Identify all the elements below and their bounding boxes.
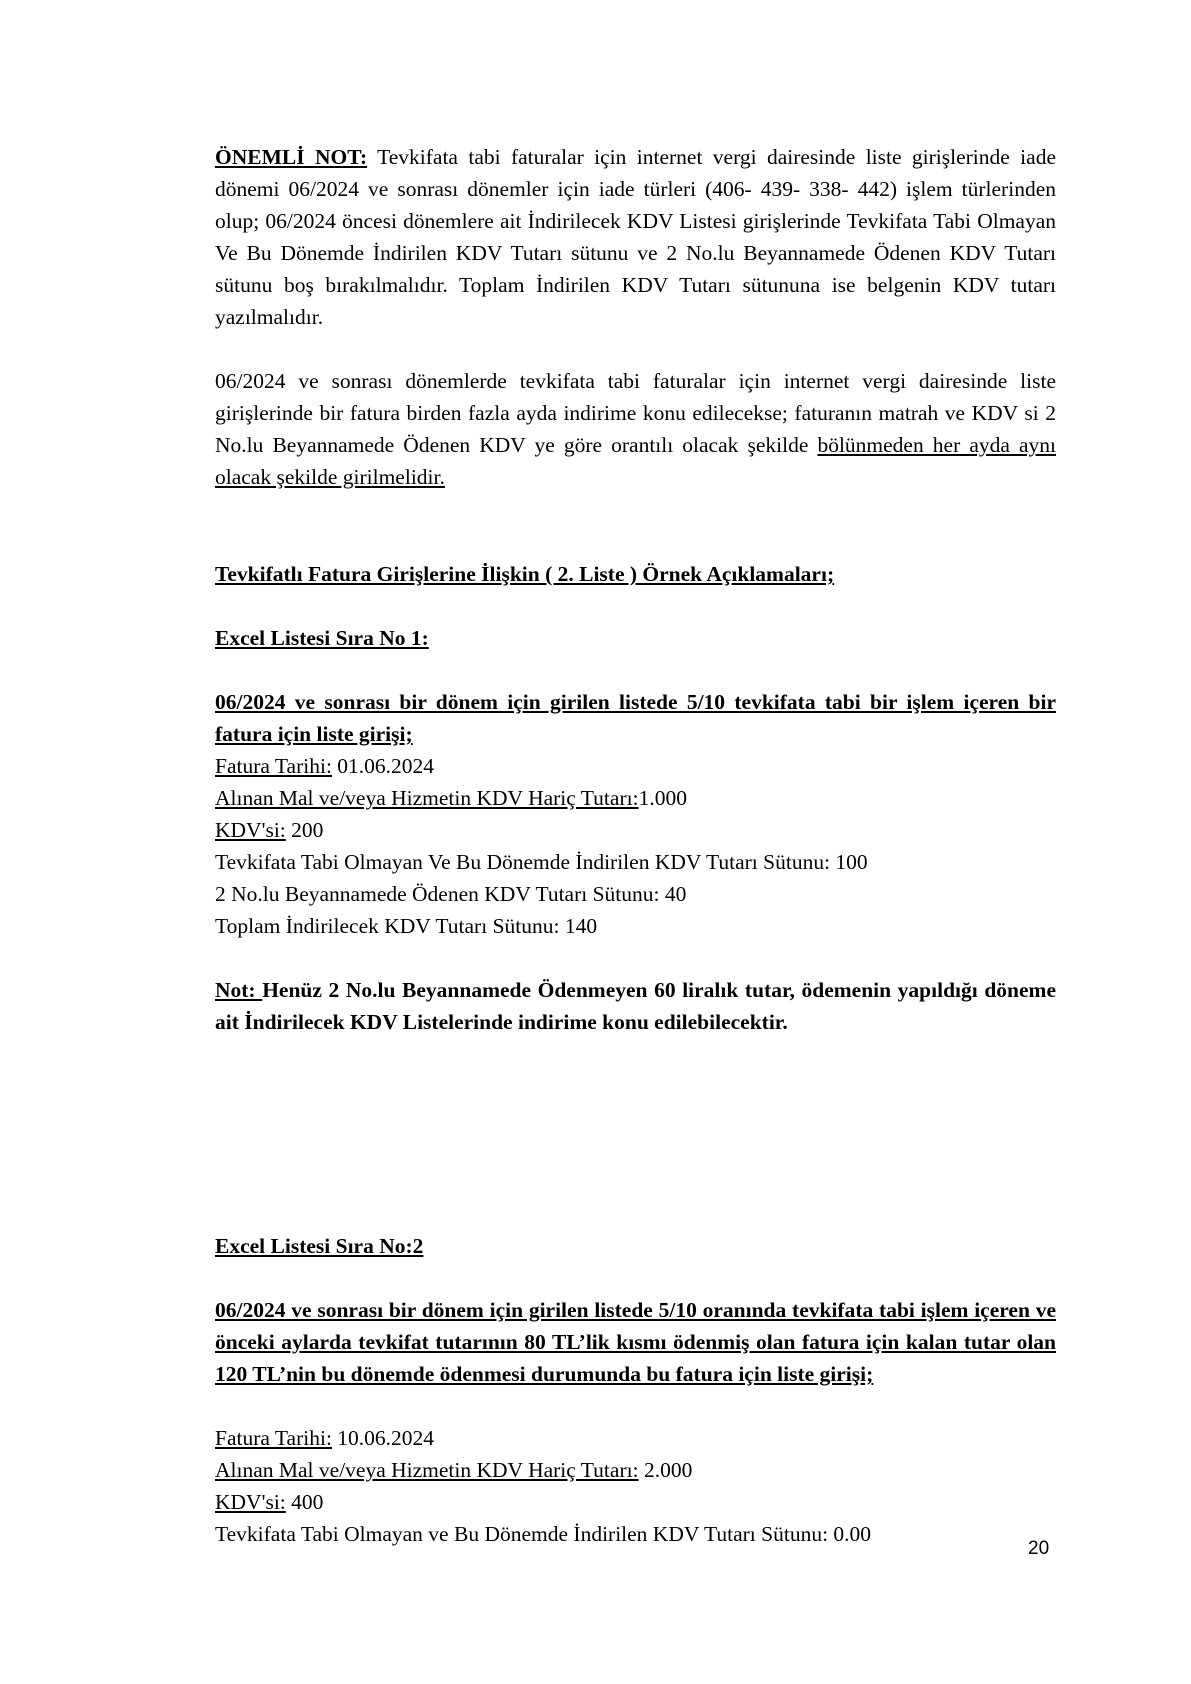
vat-label: KDV'si: (215, 818, 286, 842)
example1-paid: 2 No.lu Beyannamede Ödenen KDV Tutarı Sütunu: 40 (215, 882, 687, 906)
vat-value: 200 (285, 818, 324, 842)
vat-value: 400 (285, 1490, 324, 1514)
amount-value: 2.000 (638, 1458, 693, 1482)
amount-value: 1.000 (638, 786, 687, 810)
invoice-date-value: 10.06.2024 (331, 1426, 435, 1450)
note-text: Henüz 2 No.lu Beyannamede Ödenmeyen 60 liralık tutar, ödemenin yapıldığı döneme ait İndirilecek KDV Listelerinde indirime konu edilebilecektir. (215, 978, 1056, 1034)
example1-total: Toplam İndirilecek KDV Tutarı Sütunu: 140 (215, 914, 598, 938)
note-label: Not: (215, 978, 263, 1002)
multi-month-underlined: bölünmeden her ayda aynı olacak şekilde girilmelidir. (215, 433, 1056, 489)
example1-vat (215, 814, 1056, 846)
example2-heading: Excel Listesi Sıra No:2 (215, 1234, 424, 1258)
section-title: Tevkifatlı Fatura Girişlerine İlişkin ( 2. Liste ) Örnek Açıklamaları; (215, 562, 835, 586)
example2-invoice-date (215, 1422, 1056, 1454)
vat-label: KDV'si: (215, 1490, 286, 1514)
invoice-date-label: Fatura Tarihi: (215, 754, 332, 778)
important-note-text: Tevkifata tabi faturalar için internet vergi dairesinde liste girişlerinde iade dönemi 06/2024 ve sonrası dönemler için iade türleri (406- 439- 338- 442) işlem türlerinden olup; 06/2024 öncesi dönemlere ait İndirilecek KDV Listesi girişlerinde Tevkifata Tabi Olmayan Ve Bu Dönemde İndirilen KDV Tutarı sütunu ve 2 No.lu Beyannamede Ödenen KDV Tutarı sütunu boş bırakılmalıdır. Toplam İndirilen KDV Tutarı sütununa ise belgenin KDV tutarı yazılmalıdır. (215, 145, 1056, 329)
example1-details (215, 750, 1056, 942)
example1-heading: Excel Listesi Sıra No 1: (215, 626, 429, 650)
example1-note (215, 974, 1056, 1038)
page-number: 20 (1028, 1538, 1050, 1559)
example1-non-withholding: Tevkifata Tabi Olmayan Ve Bu Dönemde İndirilen KDV Tutarı Sütunu: 100 (215, 850, 868, 874)
example2-details (215, 1422, 1056, 1550)
example2-vat (215, 1486, 1056, 1518)
example1-amount (215, 782, 1056, 814)
important-note-label: ÖNEMLİ NOT: (215, 145, 368, 169)
multi-month-paragraph (215, 365, 1056, 493)
example1-invoice-date (215, 750, 1056, 782)
invoice-date-label: Fatura Tarihi: (215, 1426, 332, 1450)
amount-label: Alınan Mal ve/veya Hizmetin KDV Hariç Tutarı: (215, 1458, 639, 1482)
multi-month-text: 06/2024 ve sonrası dönemlerde tevkifata tabi faturalar için internet vergi dairesinde liste girişlerinde bir fatura birden fazla ayda indirime konu edilecekse; faturanın matrah ve KDV si 2 No.lu Beyannamede Ödenen KDV ye göre orantılı olacak şekilde (215, 369, 1056, 457)
invoice-date-value: 01.06.2024 (331, 754, 435, 778)
example2-amount (215, 1454, 1056, 1486)
example2-subheading: 06/2024 ve sonrası bir dönem için girilen listede 5/10 oranında tevkifata tabi işlem içeren ve önceki aylarda tevkifat tutarının 80 TL’lik kısmı ödenmiş olan fatura için kalan tutar olan 120 TL’nin bu dönemde ödenmesi durumunda bu fatura için liste girişi; (215, 1298, 1056, 1386)
example2-non-withholding: Tevkifata Tabi Olmayan ve Bu Dönemde İndirilen KDV Tutarı Sütunu: 0.00 (215, 1522, 872, 1546)
important-note-paragraph (215, 141, 1056, 333)
amount-label: Alınan Mal ve/veya Hizmetin KDV Hariç Tutarı: (215, 786, 639, 810)
example1-subheading: 06/2024 ve sonrası bir dönem için girilen listede 5/10 tevkifata tabi bir işlem içeren bir fatura için liste girişi; (215, 690, 1056, 746)
